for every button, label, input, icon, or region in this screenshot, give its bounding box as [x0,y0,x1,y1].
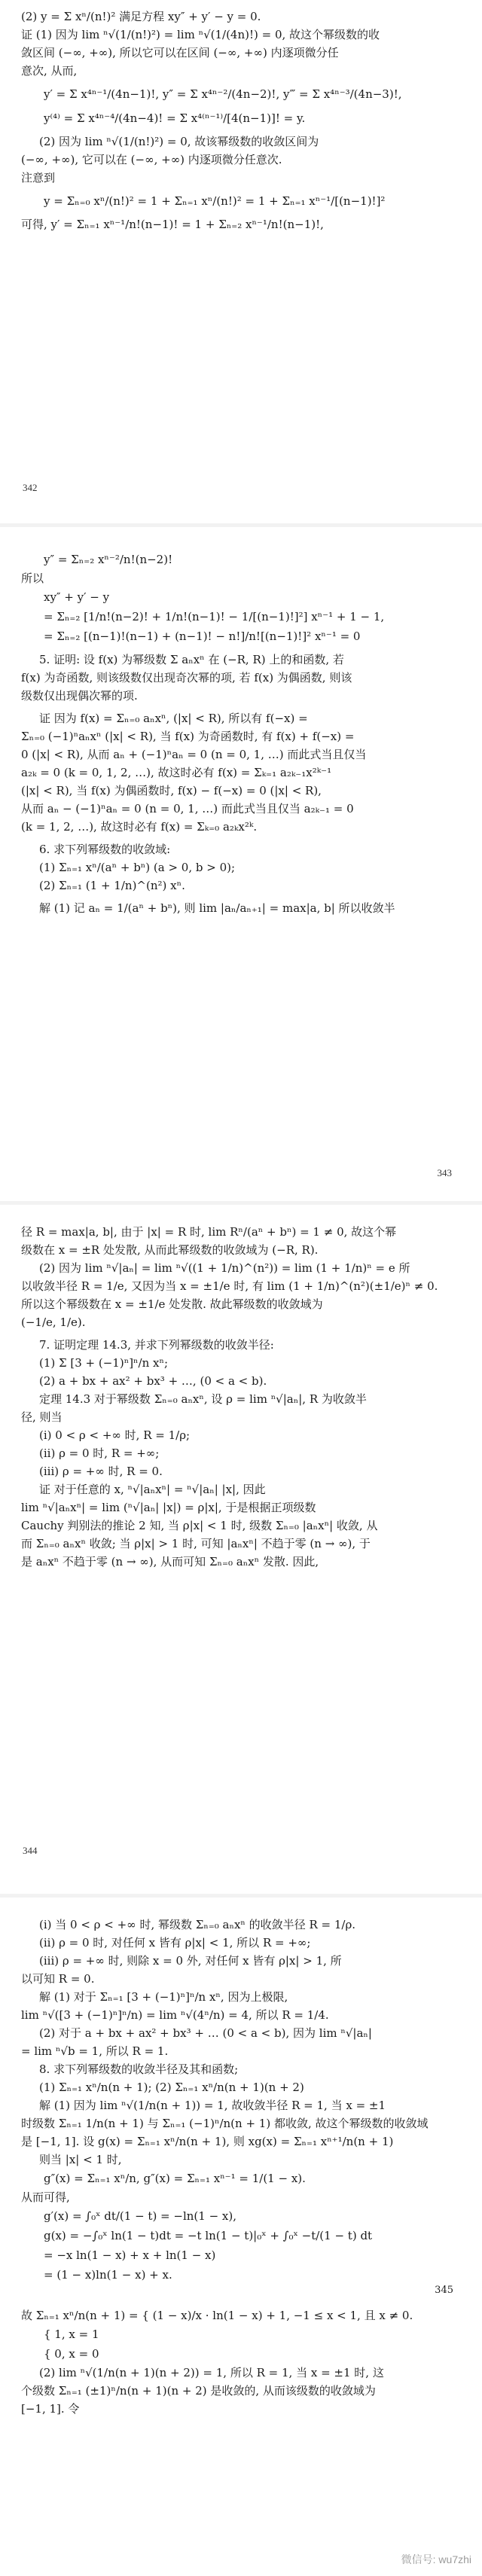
text-line: Cauchy 判别法的推论 2 知, 当 ρ|x| < 1 时, 级数 Σₙ₌₀ |aₙxⁿ| 收敛, 从 [21,1519,378,1532]
text-line: 以可知 R = 0. [21,1972,95,1986]
text-line: 所以这个幂级数在 x = ±1/e 处发散. 故此幂级数的收敛域为 [21,1297,323,1311]
page-343 [0,527,482,1205]
text-line: (|x| < R), 当 f(x) 为偶函数时, f(x) − f(−x) = 0 (|x| < R), [21,784,322,797]
text-line: f(x) 为奇函数, 则该级数仅出现奇次幂的项, 若 f(x) 为偶函数, 则该 [21,671,352,684]
text-line: 解 (1) 因为 lim ⁿ√(1/n(n + 1)) = 1, 故收敛半径 R = 1, 当 x = ±1 [39,2099,386,2112]
text-line: (i) 0 < ρ < +∞ 时, R = 1/ρ; [39,1428,191,1442]
equation-line: { 1, x = 1 [44,2328,99,2341]
page-345 [0,1898,482,2576]
text-line: (i) 当 0 < ρ < +∞ 时, 幂级数 Σₙ₌₀ aₙxⁿ 的收敛半径 R = 1/ρ. [39,1918,356,1931]
page-number: 344 [23,1845,38,1856]
page-345-content [21,1916,461,2418]
text-line: (1) Σ [3 + (−1)ⁿ]ⁿ/n xⁿ; [39,1356,169,1370]
text-line: = lim ⁿ√b = 1, 所以 R = 1. [21,2044,169,2058]
page-342-content [21,8,461,233]
text-line: 5. 证明: 设 f(x) 为幂级数 Σ aₙxⁿ 在 (−R, R) 上的和函数, 若 [39,653,344,666]
text-line: (2) y = Σ xⁿ/(n!)² 满足方程 xy″ + y′ − y = 0. [21,10,261,23]
text-line: (−∞, +∞), 它可以在 (−∞, +∞) 内逐项微分任意次. [21,153,282,166]
text-line: Σₙ₌₀ (−1)ⁿaₙxⁿ (|x| < R), 当 f(x) 为奇函数时, 有 f(x) + f(−x) = [21,730,355,743]
equation-line: y′ = Σ x⁴ⁿ⁻¹/(4n−1)!, y″ = Σ x⁴ⁿ⁻²/(4n−2)!, y‴ = Σ x⁴ⁿ⁻³/(4n−3)!, [44,87,402,101]
text-line: 级数仅出现偶次幂的项. [21,689,138,703]
text-line: 则当 |x| < 1 时, [39,2153,122,2166]
text-line: 径 R = max|a, b|, 由于 |x| = R 时, lim Rⁿ/(aⁿ + bⁿ) = 1 ≠ 0, 故这个幂 [21,1225,397,1239]
equation-line: y⁽⁴⁾ = Σ x⁴ⁿ⁻⁴/(4n−4)! = Σ x⁴⁽ⁿ⁻¹⁾/[4(n−1)]! = y. [44,111,306,125]
text-line: (iii) ρ = +∞ 时, 则除 x = 0 外, 对任何 x 皆有 ρ|x| > 1, 所 [39,1954,342,1968]
text-line: (2) Σₙ₌₁ (1 + 1/n)^(n²) xⁿ. [39,879,185,892]
text-line: 时级数 Σₙ₌₁ 1/n(n + 1) 与 Σₙ₌₁ (−1)ⁿ/n(n + 1) 都收敛, 故这个幂级数的收敛域 [21,2117,429,2130]
watermark: 微信号: wu7zhi [401,2553,471,2565]
text-line: 解 (1) 对于 Σₙ₌₁ [3 + (−1)ⁿ]ⁿ/n xⁿ, 因为上极限, [39,1990,288,2004]
text-line: 径, 则当 [21,1410,63,1424]
equation-line: { 0, x = 0 [44,2347,99,2361]
text-line: lim ⁿ√([3 + (−1)ⁿ]ⁿ/n) = lim ⁿ√(4ⁿ/n) = 4, 所以 R = 1/4. [21,2008,329,2022]
text-line: 证 (1) 因为 lim ⁿ√(1/(n!)²) = lim ⁿ√(1/(4n)!) = 0, 故这个幂级数的收 [21,28,380,41]
page-342 [0,0,482,527]
text-line: 6. 求下列幂级数的收敛域: [39,843,171,856]
equation-line: y = Σₙ₌₀ xⁿ/(n!)² = 1 + Σₙ₌₁ xⁿ/(n!)² = 1 + Σₙ₌₁ xⁿ⁻¹/[(n−1)!]² [44,194,386,208]
text-line: (k = 1, 2, …), 故这时必有 f(x) = Σₖ₌₀ a₂ₖx²ᵏ. [21,820,258,834]
text-line: 意次, 从而, [21,64,78,78]
text-line: 而 Σₙ₌₀ aₙxⁿ 收敛; 当 ρ|x| > 1 时, 可知 |aₙxⁿ| 不趋于零 (n → ∞), 于 [21,1537,371,1550]
text-line: 注意到 [21,171,56,184]
text-line: (2) a + bx + ax² + bx³ + …, (0 < a < b). [39,1374,267,1388]
text-line: 故 Σₙ₌₁ xⁿ/n(n + 1) = { (1 − x)/x · ln(1 − x) + 1, −1 ≤ x < 1, 且 x ≠ 0. [21,2309,413,2322]
equation-line: = −x ln(1 − x) + x + ln(1 − x) [44,2248,216,2262]
text-line: 证 因为 f(x) = Σₙ₌₀ aₙxⁿ, (|x| < R), 所以有 f(−x) = [39,712,308,725]
page-344-content [21,1223,461,1571]
page-number: 345 [435,2285,453,2296]
text-line: 定理 14.3 对于幂级数 Σₙ₌₀ aₙxⁿ, 设 ρ = lim ⁿ√|aₙ|, R 为收敛半 [39,1392,367,1406]
text-line: 所以 [21,572,44,585]
text-line: (2) 对于 a + bx + ax² + bx³ + … (0 < a < b), 因为 lim ⁿ√|aₙ| [39,2026,372,2040]
text-line: 是 [−1, 1]. 设 g(x) = Σₙ₌₁ xⁿ/n(n + 1), 则 xg(x) = Σₙ₌₁ xⁿ⁺¹/n(n + 1) [21,2135,394,2148]
text-line: 证 对于任意的 x, ⁿ√|aₙxⁿ| = ⁿ√|aₙ| |x|, 因此 [39,1483,266,1496]
text-line: (2) 因为 lim ⁿ√(1/(n!)²) = 0, 故该幂级数的收敛区间为 [39,135,319,148]
equation-line: xy″ + y′ − y [44,590,110,604]
text-line: 是 aₙxⁿ 不趋于零 (n → ∞), 从而可知 Σₙ₌₀ aₙxⁿ 发散. 因此, [21,1555,319,1568]
text-line: 8. 求下列幂级数的收敛半径及其和函数; [39,2062,239,2076]
equation-line: = Σₙ₌₂ [(n−1)!(n−1) + (n−1)! − n!]/n![(n−1)!]² xⁿ⁻¹ = 0 [44,630,361,643]
text-line: 以收敛半径 R = 1/e, 又因为当 x = ±1/e 时, 有 lim (1 + 1/n)^(n²)(±1/e)ⁿ ≠ 0. [21,1279,438,1293]
text-line: 从而 aₙ − (−1)ⁿaₙ = 0 (n = 0, 1, …) 而此式当且仅当 a₂ₖ₋₁ = 0 [21,802,354,815]
text-line: (ii) ρ = 0 时, R = +∞; [39,1447,160,1460]
page-number: 342 [23,482,38,493]
text-line: 级数在 x = ±R 处发散, 从而此幂级数的收敛域为 (−R, R). [21,1243,319,1257]
text-line: 7. 证明定理 14.3, 并求下列幂级数的收敛半径: [39,1338,274,1352]
equation-line: = (1 − x)ln(1 − x) + x. [44,2268,172,2282]
page-343-content [21,550,461,917]
page-344 [0,1205,482,1898]
text-line: (−1/e, 1/e). [21,1315,86,1329]
text-line: 个级数 Σₙ₌₁ (±1)ⁿ/n(n + 1)(n + 2) 是收敛的, 从而该级数的收敛域为 [21,2384,376,2398]
text-line: (ii) ρ = 0 时, 对任何 x 皆有 ρ|x| < 1, 所以 R = +∞; [39,1936,311,1950]
equation-line: y″ = Σₙ₌₂ xⁿ⁻²/n!(n−2)! [44,553,173,566]
text-line: 敛区间 (−∞, +∞), 所以它可以在区间 (−∞, +∞) 内逐项微分任 [21,46,339,59]
text-line: 从而可得, [21,2190,70,2204]
equation-line: g(x) = −∫₀ˣ ln(1 − t)dt = −t ln(1 − t)|₀ˣ + ∫₀ˣ −t/(1 − t) dt [44,2229,373,2242]
text-line: (2) 因为 lim ⁿ√|aₙ| = lim ⁿ√((1 + 1/n)^(n²)) = lim (1 + 1/n)ⁿ = e 所 [39,1261,410,1275]
text-line: 0 (|x| < R), 从而 aₙ + (−1)ⁿaₙ = 0 (n = 0, 1, …) 而此式当且仅当 [21,748,367,761]
text-line: (2) lim ⁿ√(1/n(n + 1)(n + 2)) = 1, 所以 R = 1, 当 x = ±1 时, 这 [39,2366,384,2379]
text-line: (1) Σₙ₌₁ xⁿ/(aⁿ + bⁿ) (a > 0, b > 0); [39,861,236,874]
text-line: a₂ₖ = 0 (k = 0, 1, 2, …), 故这时必有 f(x) = Σₖ₌₁ a₂ₖ₋₁x²ᵏ⁻¹ [21,766,332,779]
equation-line: g′(x) = ∫₀ˣ dt/(1 − t) = −ln(1 − x), [44,2209,237,2223]
text-line: lim ⁿ√|aₙxⁿ| = lim (ⁿ√|aₙ| |x|) = ρ|x|, 于是根据正项级数 [21,1501,316,1514]
text-line: 解 (1) 记 aₙ = 1/(aⁿ + bⁿ), 则 lim |aₙ/aₙ₊₁| = max|a, b| 所以收敛半 [39,901,395,915]
equation-line: g″(x) = Σₙ₌₁ xⁿ/n, g″(x) = Σₙ₌₁ xⁿ⁻¹ = 1/(1 − x). [44,2172,306,2185]
text-line: (1) Σₙ₌₁ xⁿ/n(n + 1); (2) Σₙ₌₁ xⁿ/n(n + 1)(n + 2) [39,2081,304,2094]
text-line: (iii) ρ = +∞ 时, R = 0. [39,1465,163,1478]
page-number: 343 [437,1167,452,1178]
text-line: 可得, y′ = Σₙ₌₁ xⁿ⁻¹/n!(n−1)! = 1 + Σₙ₌₂ xⁿ⁻¹/n!(n−1)!, [21,218,324,231]
text-line: [−1, 1]. 令 [21,2402,80,2416]
equation-line: = Σₙ₌₂ [1/n!(n−2)! + 1/n!(n−1)! − 1/[(n−1)!]²] xⁿ⁻¹ + 1 − 1, [44,610,385,623]
